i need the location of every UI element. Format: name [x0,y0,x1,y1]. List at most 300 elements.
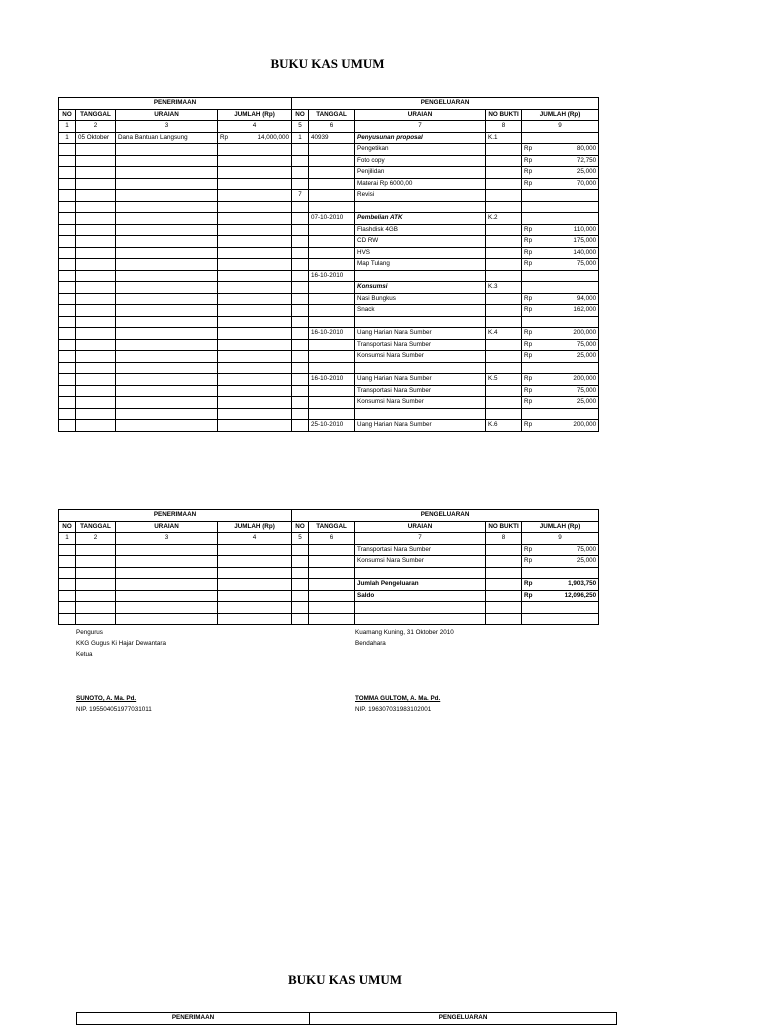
expense-amount [522,339,599,351]
signature-left-name: SUNOTO, A. Ma. Pd. [76,695,137,702]
header-penerimaan: PENERIMAAN [59,98,292,110]
receipt-no [59,420,76,432]
currency-label: Rp [524,260,533,268]
table-row [59,613,599,625]
table-row [59,374,599,386]
receipt-description [116,213,218,225]
receipt-amount [218,339,292,351]
expense-voucher-no [486,155,522,167]
expense-description [355,567,486,579]
receipt-description [116,201,218,213]
receipt-amount [218,556,292,568]
expense-voucher-no [486,579,522,591]
receipt-date [76,590,116,602]
expense-no: 1 [292,132,309,144]
currency-label: Rp [524,329,533,337]
column-number: 7 [355,533,486,545]
receipt-no [59,282,76,294]
expense-no [292,397,309,409]
amount-value: 72,750 [576,156,597,164]
expense-date: 16-10-2010 [309,374,355,386]
expense-no [292,316,309,328]
expense-date [309,293,355,305]
expense-date: 25-10-2010 [309,420,355,432]
signature-left-nip: NIP. 195504051977031011 [76,706,152,713]
receipt-no [59,155,76,167]
receipt-amount [218,155,292,167]
cash-book-table [58,97,599,432]
expense-amount [522,144,599,156]
header-tanggal: TANGGAL [309,521,355,533]
receipt-amount [218,420,292,432]
header-tanggal: TANGGAL [309,109,355,121]
table-row [59,201,599,213]
receipt-amount [218,178,292,190]
expense-no [292,224,309,236]
expense-amount [522,259,599,271]
header-penerimaan: PENERIMAAN [77,1013,310,1025]
receipt-description [116,339,218,351]
expense-no [292,155,309,167]
expense-amount [522,224,599,236]
expense-amount [522,544,599,556]
currency-label: Rp [524,421,533,429]
expense-date [309,247,355,259]
table-row [59,144,599,156]
column-number: 5 [292,121,309,133]
amount-value: 80,000 [576,145,597,153]
expense-date: 16-10-2010 [309,328,355,340]
expense-description: Jumlah Pengeluaran [355,579,486,591]
expense-date [309,408,355,420]
receipt-no [59,544,76,556]
table-row [59,293,599,305]
expense-description: Pembelian ATK [355,213,486,225]
expense-description: Konsumsi Nara Sumber [355,351,486,363]
receipt-date [76,362,116,374]
receipt-date [76,178,116,190]
expense-date [309,201,355,213]
expense-amount [522,420,599,432]
expense-amount [522,408,599,420]
receipt-description [116,178,218,190]
header-no: NO [292,109,309,121]
receipt-amount [218,328,292,340]
header-no-bukti: NO BUKTI [486,521,522,533]
header-pengeluaran: PENGELUARAN [292,510,599,522]
expense-voucher-no [486,316,522,328]
cash-book-table-next-page [76,1012,617,1025]
table-row [59,362,599,374]
table-row [59,328,599,340]
currency-label: Rp [524,557,533,565]
expense-description: Saldo [355,590,486,602]
header-tanggal: TANGGAL [76,109,116,121]
column-number: 7 [355,121,486,133]
receipt-date [76,305,116,317]
expense-voucher-no [486,385,522,397]
table-row [59,339,599,351]
expense-no: 7 [292,190,309,202]
amount-value: 25,000 [576,398,597,406]
receipt-no [59,328,76,340]
receipt-no [59,213,76,225]
expense-description: CD RW [355,236,486,248]
table-row [59,236,599,248]
expense-amount [522,155,599,167]
receipt-date [76,602,116,614]
receipt-amount [218,397,292,409]
header-row-sections [59,510,599,522]
receipt-description [116,247,218,259]
expense-voucher-no [486,224,522,236]
expense-no [292,201,309,213]
receipt-no [59,190,76,202]
header-jumlah: JUMLAH (Rp) [218,109,292,121]
expense-no [292,270,309,282]
expense-amount [522,351,599,363]
receipt-date [76,190,116,202]
receipt-no [59,362,76,374]
receipt-no [59,305,76,317]
expense-description: Penjilidan [355,167,486,179]
receipt-amount [218,167,292,179]
header-no: NO [59,109,76,121]
expense-voucher-no [486,544,522,556]
expense-voucher-no [486,144,522,156]
receipt-no [59,590,76,602]
expense-description: Foto copy [355,155,486,167]
table-row [59,224,599,236]
expense-description: Uang Harian Nara Sumber [355,328,486,340]
expense-date [309,397,355,409]
column-number: 3 [116,533,218,545]
receipt-description [116,579,218,591]
receipt-description [116,316,218,328]
header-row-columns [59,521,599,533]
receipt-description [116,374,218,386]
receipt-amount [218,408,292,420]
expense-description: HVS [355,247,486,259]
expense-voucher-no [486,397,522,409]
receipt-date [76,420,116,432]
expense-date: 16-10-2010 [309,270,355,282]
header-row-numbers [59,121,599,133]
expense-description [355,362,486,374]
expense-voucher-no [486,259,522,271]
expense-voucher-no [486,602,522,614]
receipt-description [116,270,218,282]
amount-value: 75,000 [576,340,597,348]
amount-value: 140,000 [573,248,597,256]
signature-left-title: Ketua [76,651,93,658]
expense-voucher-no [486,178,522,190]
currency-label: Rp [524,179,533,187]
expense-no [292,213,309,225]
expense-amount [522,282,599,294]
column-number: 4 [218,121,292,133]
receipt-amount [218,190,292,202]
expense-amount [522,305,599,317]
expense-no [292,408,309,420]
expense-voucher-no [486,305,522,317]
expense-voucher-no [486,351,522,363]
currency-label: Rp [524,545,533,553]
expense-date [309,602,355,614]
currency-label: Rp [524,168,533,176]
expense-voucher-no: K.2 [486,213,522,225]
table-row [59,590,599,602]
expense-no [292,328,309,340]
receipt-no [59,270,76,282]
receipt-amount [218,282,292,294]
expense-date [309,590,355,602]
expense-voucher-no [486,556,522,568]
header-pengeluaran: PENGELUARAN [292,98,599,110]
header-row-sections [77,1013,617,1025]
currency-label: Rp [524,591,533,599]
amount-value: 94,000 [576,294,597,302]
receipt-no [59,385,76,397]
header-no: NO [59,521,76,533]
expense-date [309,144,355,156]
signature-left-org: KKG Gugus Ki Hajar Dewantara [76,640,166,647]
receipt-date [76,328,116,340]
table-row [59,132,599,144]
column-number: 9 [522,533,599,545]
expense-date [309,224,355,236]
receipt-date [76,316,116,328]
table-row [59,408,599,420]
expense-description: Penyusunan proposal [355,132,486,144]
expense-amount [522,385,599,397]
receipt-date: 05 Oktober [76,132,116,144]
expense-description: Pengetikan [355,144,486,156]
amount-value: 70,000 [576,179,597,187]
receipt-description [116,590,218,602]
receipt-date [76,236,116,248]
receipt-date [76,282,116,294]
expense-no [292,590,309,602]
expense-description [355,408,486,420]
table-row [59,420,599,432]
expense-no [292,282,309,294]
amount-value: 200,000 [573,421,597,429]
column-number: 2 [76,533,116,545]
header-no-bukti: NO BUKTI [486,109,522,121]
signature-left-role: Pengurus [76,629,103,636]
expense-amount [522,397,599,409]
amount-value: 25,000 [576,352,597,360]
receipt-description [116,224,218,236]
column-number: 4 [218,533,292,545]
expense-no [292,385,309,397]
header-pengeluaran: PENGELUARAN [310,1013,617,1025]
expense-date [309,259,355,271]
expense-no [292,236,309,248]
receipt-description [116,567,218,579]
amount-value: 25,000 [576,557,597,565]
table-row [59,602,599,614]
table-row [59,155,599,167]
receipt-description [116,544,218,556]
table-row [59,544,599,556]
expense-voucher-no: K.3 [486,282,522,294]
expense-amount [522,579,599,591]
column-number: 5 [292,533,309,545]
receipt-description [116,282,218,294]
header-uraian: URAIAN [116,109,218,121]
currency-label: Rp [524,237,533,245]
expense-date: 07-10-2010 [309,213,355,225]
expense-description [355,316,486,328]
receipt-date [76,144,116,156]
receipt-no [59,602,76,614]
expense-description [355,602,486,614]
expense-amount [522,613,599,625]
receipt-date [76,270,116,282]
expense-voucher-no [486,408,522,420]
receipt-date [76,293,116,305]
expense-amount [522,270,599,282]
expense-date [309,155,355,167]
expense-amount [522,362,599,374]
receipt-no [59,144,76,156]
table-row [59,556,599,568]
receipt-amount [218,305,292,317]
receipt-no [59,293,76,305]
table-row [59,397,599,409]
expense-voucher-no [486,167,522,179]
receipt-description [116,236,218,248]
receipt-no [59,579,76,591]
column-number: 1 [59,533,76,545]
expense-no [292,544,309,556]
header-uraian: URAIAN [355,109,486,121]
receipt-date [76,213,116,225]
currency-label: Rp [524,306,533,314]
header-uraian: URAIAN [355,521,486,533]
expense-date [309,556,355,568]
receipt-amount [218,293,292,305]
amount-value: 75,000 [576,386,597,394]
expense-amount [522,374,599,386]
currency-label: Rp [524,352,533,360]
receipt-no [59,201,76,213]
column-number: 2 [76,121,116,133]
expense-voucher-no [486,201,522,213]
receipt-date [76,397,116,409]
receipt-no [59,224,76,236]
signature-right-nip: NIP. 196307031983102001 [355,706,432,713]
page-title-next: BUKU KAS UMUM [287,972,403,987]
expense-no [292,144,309,156]
receipt-date [76,408,116,420]
expense-voucher-no [486,270,522,282]
expense-voucher-no: K.6 [486,420,522,432]
receipt-no [59,397,76,409]
column-number: 9 [522,121,599,133]
receipt-no [59,351,76,363]
currency-label: Rp [524,294,533,302]
receipt-date [76,385,116,397]
expense-voucher-no [486,362,522,374]
expense-description: Transportasi Nara Sumber [355,339,486,351]
receipt-no [59,408,76,420]
receipt-amount [218,567,292,579]
receipt-date [76,201,116,213]
receipt-date [76,247,116,259]
expense-date [309,178,355,190]
receipt-date [76,259,116,271]
receipt-description [116,155,218,167]
receipt-amount [218,132,292,144]
column-number: 6 [309,533,355,545]
expense-amount [522,178,599,190]
expense-amount [522,293,599,305]
header-penerimaan: PENERIMAAN [59,510,292,522]
receipt-amount [218,362,292,374]
currency-label: Rp [220,133,229,141]
currency-label: Rp [524,386,533,394]
receipt-amount [218,351,292,363]
receipt-amount [218,544,292,556]
receipt-date [76,567,116,579]
column-number: 1 [59,121,76,133]
expense-no [292,167,309,179]
expense-amount [522,247,599,259]
expense-amount [522,132,599,144]
header-row-columns [59,109,599,121]
header-row-sections [59,98,599,110]
receipt-amount [218,213,292,225]
currency-label: Rp [524,398,533,406]
expense-no [292,293,309,305]
receipt-no [59,316,76,328]
header-uraian: URAIAN [116,521,218,533]
receipt-amount [218,236,292,248]
receipt-no [59,567,76,579]
expense-amount [522,590,599,602]
header-no: NO [292,521,309,533]
amount-value: 200,000 [573,329,597,337]
expense-amount [522,236,599,248]
expense-description: Konsumsi Nara Sumber [355,397,486,409]
expense-amount [522,167,599,179]
receipt-no [59,339,76,351]
currency-label: Rp [524,225,533,233]
expense-voucher-no: K.1 [486,132,522,144]
expense-date [309,190,355,202]
receipt-date [76,374,116,386]
expense-amount [522,213,599,225]
header-row-numbers [59,533,599,545]
table-row [59,247,599,259]
receipt-amount [218,590,292,602]
expense-no [292,602,309,614]
expense-description: Transportasi Nara Sumber [355,544,486,556]
receipt-no [59,178,76,190]
receipt-date [76,339,116,351]
expense-amount [522,316,599,328]
page-title: BUKU KAS UMUM [270,56,385,71]
expense-date [309,351,355,363]
signature-right [355,627,454,715]
receipt-date [76,579,116,591]
expense-no [292,305,309,317]
expense-description [355,270,486,282]
header-jumlah: JUMLAH (Rp) [218,521,292,533]
